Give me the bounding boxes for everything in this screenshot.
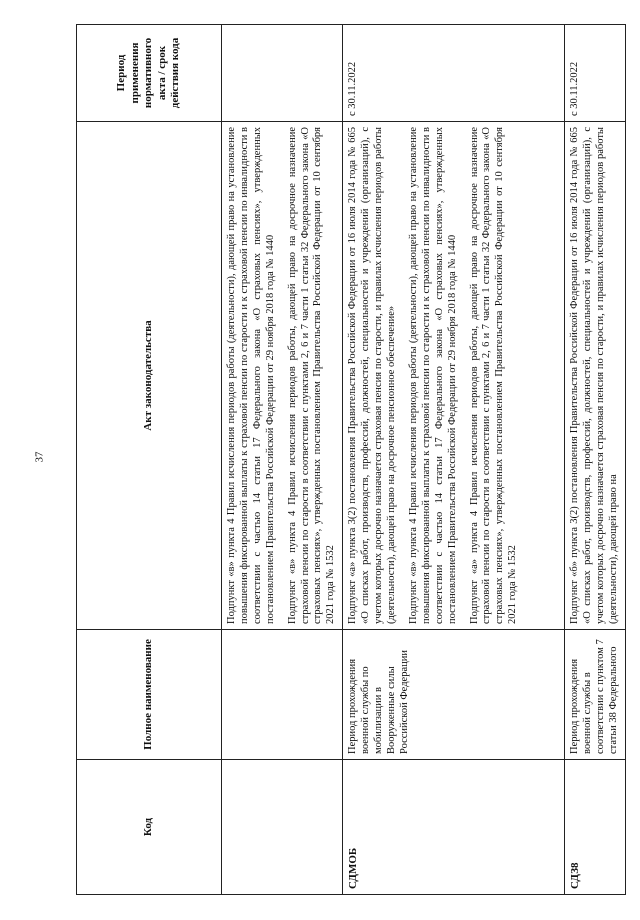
row-name [222,630,343,760]
header-period: Период применения нормативного акта / срок действия кода [77,25,222,122]
row-period [222,25,343,122]
row-code [222,760,343,895]
row-period: с 30.11.2022 [343,25,565,122]
act-paragraph: Подпункт «а» пункта 3(2) постановления Правительства Российской Федерации от 16 июля 2014 года № 665 «О списках работ, производств, профессий, должностей, специальностей и учреждений (организаций), с учетом которых досрочно назначается страховая пенсия по старости, и правилах исчисления периодов работы (деятельности), дающей право на досрочное пенсионное обеспечение» [347,127,397,624]
row-code: СДЗ8 [565,760,626,895]
row-code: СДМОБ [343,760,565,895]
act-paragraph: Подпункт «в» пункта 4 Правил исчисления периодов работы, дающей право на досрочное назначение страховой пенсии по старости в соответствии с пунктами 2, 6 и 7 части 1 статьи 32 Федерального закона «О страховых пенсиях», утвержденных постановлением Правительства Российской Федерации от 10 сентября 2021 года № 1532 [286,127,337,624]
table-row [222,25,343,895]
row-act [222,122,343,630]
header-name: Полное наименование [77,630,222,760]
row-period: с 30.11.2022 [565,25,626,122]
act-paragraph: Подпункт «а» пункта 4 Правил исчисления периодов работы, дающей право на досрочное назначение страховой пенсии по старости в соответствии с пунктами 2, 6 и 7 части 1 статьи 32 Федерального закона «О страховых пенсиях», утвержденных постановлением Правительства Российской Федерации от 10 сентября 2021 года № 1532 [468,127,519,624]
row-act [565,122,626,630]
table-row [565,25,626,895]
rotated-table-container [76,25,619,895]
codes-table [76,24,626,895]
act-paragraph: Подпункт «в» пункта 4 Правил исчисления периодов работы (деятельности), дающей право на установление повышения фиксированной выплаты к страховой пенсии по старости и к страховой пенсии по инвалидности в соответствии с частью 14 статьи 17 Федерального закона «О страховых пенсиях», утвержденных постановлением Правительства Российской Федерации от 29 ноября 2018 года № 1440 [226,127,276,624]
header-act: Акт законодательства [77,122,222,630]
row-name: Период прохождения военной службы в соответствии с пунктом 7 статьи 38 Федерального [565,630,626,760]
row-act [343,122,565,630]
page-number: 37 [33,451,46,463]
act-paragraph: Подпункт «б» пункта 3(2) постановления Правительства Российской Федерации от 16 июля 2014 года № 665 «О списках работ, производств, профессий, должностей, специальностей и учреждений (организаций), с учетом которых досрочно назначается страховая пенсия по старости, и правилах исчисления периодов работы (деятельности), дающей право на [569,127,619,624]
header-code: Код [77,760,222,895]
table-row [343,25,565,895]
act-paragraph: Подпункт «в» пункта 4 Правил исчисления периодов работы (деятельности), дающей право на установление повышения фиксированной выплаты к страховой пенсии по старости и к страховой пенсии по инвалидности в соответствии с частью 14 статьи 17 Федерального закона «О страховых пенсиях», утвержденных постановлением Правительства Российской Федерации от 29 ноября 2018 года № 1440 [407,127,458,624]
table-header-row [77,25,222,895]
row-name: Период прохождения военной службы по мобилизации в Вооруженные силы Российской Федерации [343,630,565,760]
